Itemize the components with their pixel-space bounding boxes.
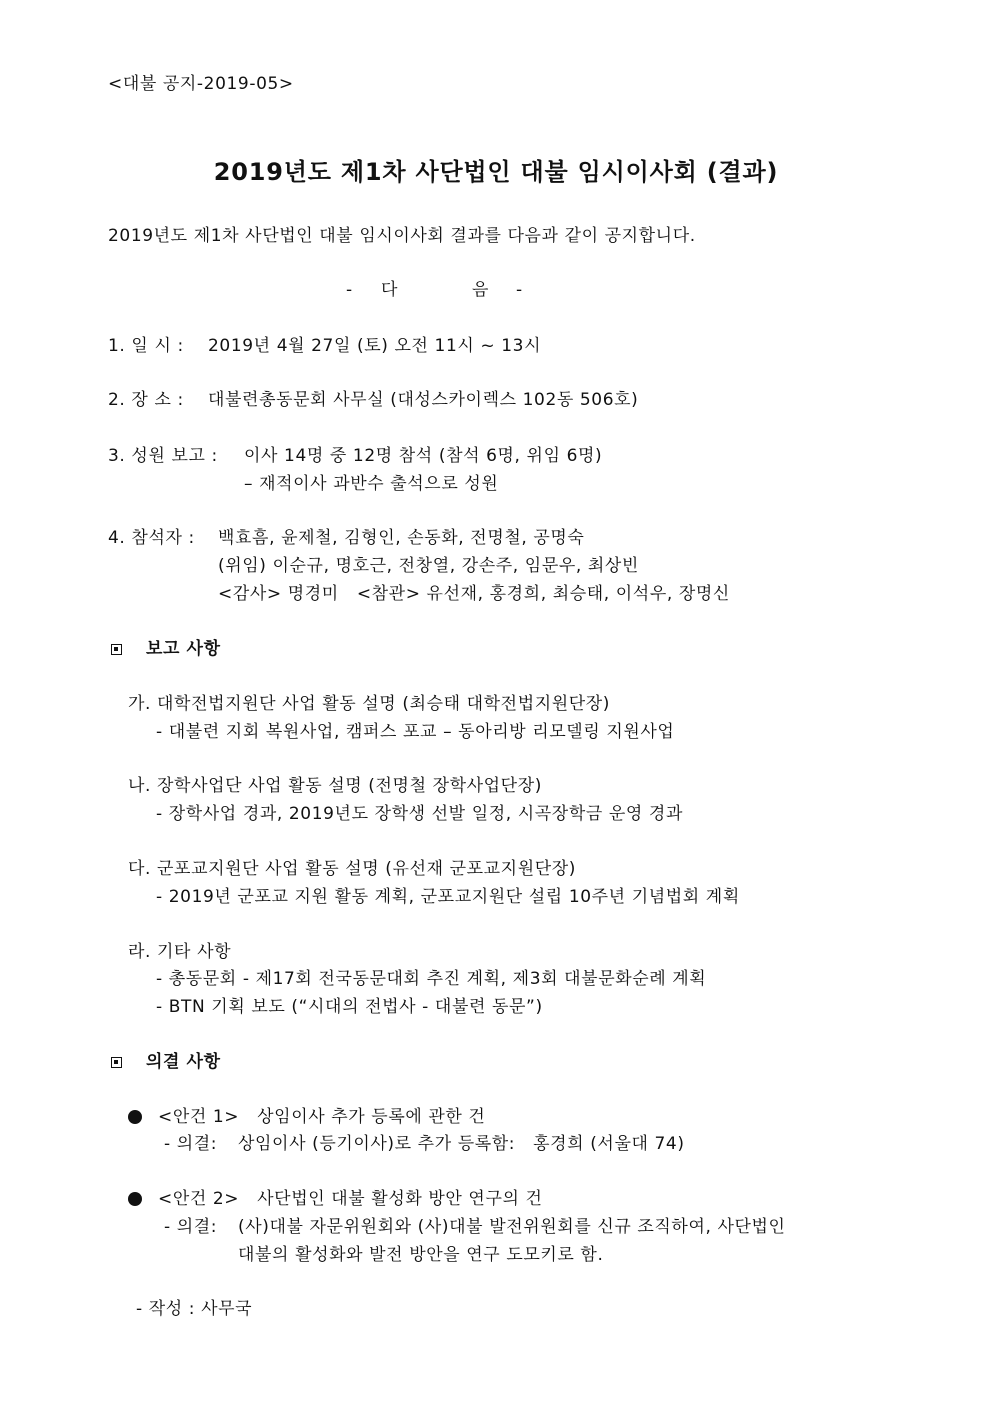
place-label: 2. 장 소 :: [108, 390, 184, 410]
agenda-bullet-icon: [128, 1110, 142, 1124]
attendees-proxy: (위임) 이순규, 명호근, 전창열, 강손주, 임문우, 최상빈: [218, 556, 639, 576]
agenda-title: <안건 2> 사단법인 대불 활성화 방안 연구의 건: [158, 1189, 543, 1209]
decision-text: (사)대불 자문위원회와 (사)대불 발전위원회를 신규 조직하여, 사단법인: [238, 1217, 786, 1237]
agenda-bullet-icon: [128, 1192, 142, 1206]
decision-label: - 의결:: [164, 1217, 218, 1237]
agenda-title: <안건 1> 상임이사 추가 등록에 관한 건: [158, 1107, 486, 1127]
report-item-detail: - 장학사업 경과, 2019년도 장학생 선발 일정, 시곡장학금 운영 경과: [156, 804, 683, 824]
separator-dash-right: -: [516, 280, 523, 300]
intro-text: 2019년도 제1차 사단법인 대불 임시이사회 결과를 다음과 같이 공지합니다.: [108, 226, 696, 246]
separator-da: 다: [381, 280, 399, 300]
resolution-heading: 의결 사항: [146, 1052, 221, 1072]
datetime-label: 1. 일 시 :: [108, 336, 184, 356]
resolution-bullet-icon: [111, 1057, 122, 1068]
notice-number: <대불 공지-2019-05>: [108, 74, 294, 94]
attendees-auditor-observers: <감사> 명경미 <참관> 유선재, 홍경희, 최승태, 이석우, 장명신: [218, 584, 730, 604]
report-item-detail: - 대불련 지회 복원사업, 캠퍼스 포교 – 동아리방 리모델링 지원사업: [156, 722, 675, 742]
separator-dash-left: -: [346, 280, 353, 300]
attendees-label: 4. 참석자 :: [108, 528, 195, 548]
report-item-title: 나. 장학사업단 사업 활동 설명 (전명철 장학사업단장): [128, 776, 542, 796]
quorum-value: 이사 14명 중 12명 참석 (참석 6명, 위임 6명): [244, 446, 603, 466]
document-title: 2019년도 제1차 사단법인 대불 임시이사회 (결과): [213, 158, 779, 186]
quorum-label: 3. 성원 보고 :: [108, 446, 218, 466]
decision-label: - 의결:: [164, 1134, 218, 1154]
report-item-detail: - 2019년 군포교 지원 활동 계획, 군포교지원단 설립 10주년 기념법회 계획: [156, 887, 740, 907]
quorum-note: – 재적이사 과반수 출석으로 성원: [244, 474, 499, 494]
decision-text: 대불의 활성화와 발전 방안을 연구 도모키로 함.: [238, 1245, 604, 1265]
report-heading: 보고 사항: [146, 639, 221, 659]
separator-eum: 음: [472, 280, 490, 300]
author-line: - 작성 : 사무국: [136, 1299, 253, 1319]
decision-text: 상임이사 (등기이사)로 추가 등록함: 홍경희 (서울대 74): [238, 1134, 685, 1154]
place-value: 대불련총동문회 사무실 (대성스카이렉스 102동 506호): [208, 390, 639, 410]
report-item-title: 라. 기타 사항: [128, 942, 232, 962]
report-item-title: 다. 군포교지원단 사업 활동 설명 (유선재 군포교지원단장): [128, 859, 576, 879]
report-item-title: 가. 대학전법지원단 사업 활동 설명 (최승태 대학전법지원단장): [128, 694, 611, 714]
report-bullet-icon: [111, 644, 122, 655]
report-item-detail: - 총동문회 - 제17회 전국동문대회 추진 계획, 제3회 대불문화순례 계획: [156, 969, 707, 989]
datetime-value: 2019년 4월 27일 (토) 오전 11시 ~ 13시: [208, 336, 542, 356]
attendees-present: 백효흠, 윤제철, 김형인, 손동화, 전명철, 공명숙: [218, 528, 585, 548]
report-item-detail: - BTN 기획 보도 (“시대의 전법사 - 대불련 동문”): [156, 997, 543, 1017]
